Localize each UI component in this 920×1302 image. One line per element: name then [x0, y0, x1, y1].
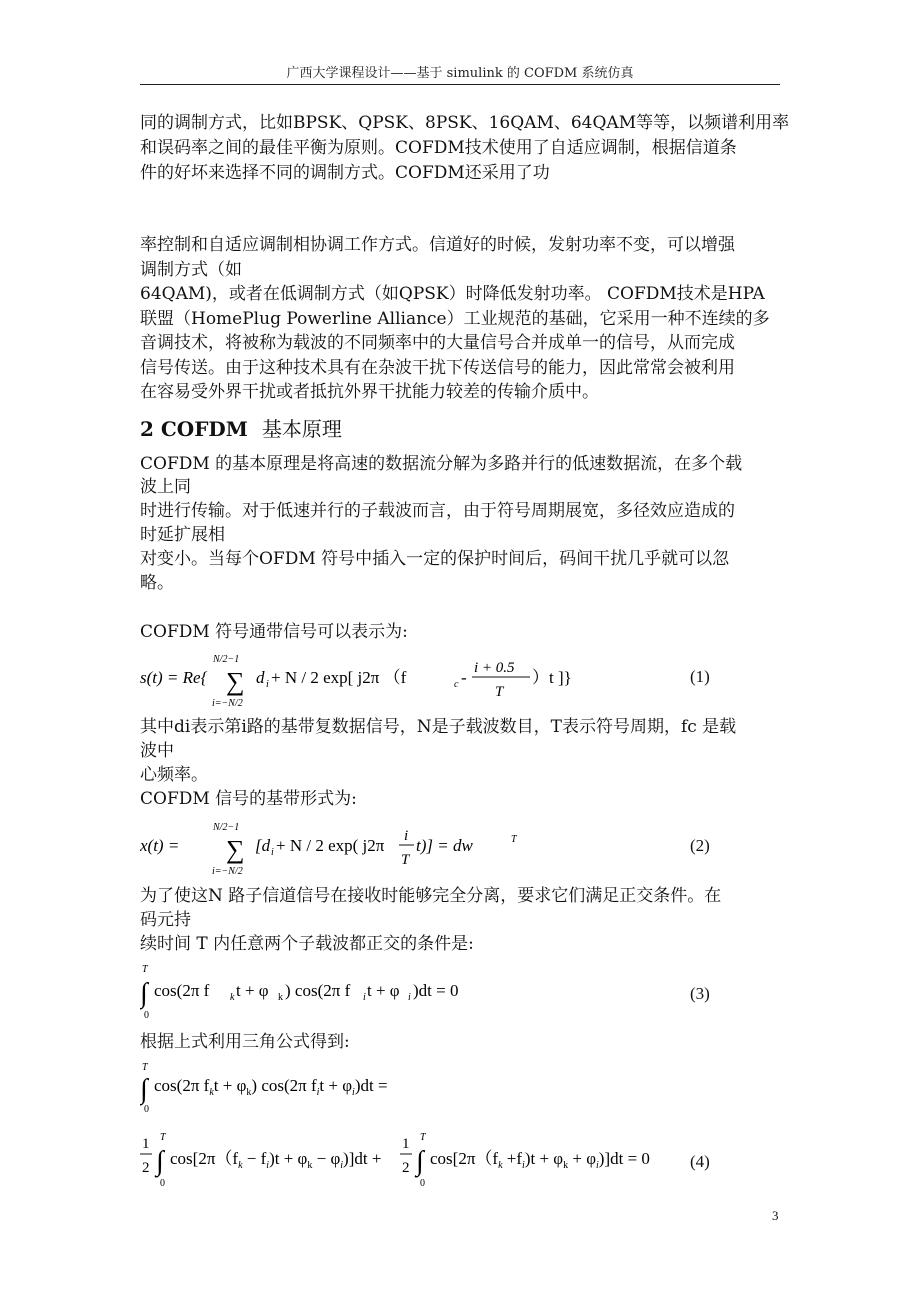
para3-line-6: 略。: [140, 573, 174, 593]
para5-line-2: 码元持: [140, 910, 191, 930]
eq3-integral: ∫: [140, 978, 148, 1009]
eq3-top: T: [142, 964, 148, 975]
eq2-sum-top: N/2−1: [213, 822, 240, 833]
eq3-number: (3): [690, 984, 710, 1003]
eq1-sub: i: [266, 679, 269, 690]
eq1-lhs: s(t) = Re{: [140, 668, 208, 687]
eq3-isub: i: [363, 992, 366, 1003]
eq1-sum-top: N/2−1: [213, 654, 240, 665]
eq2-sigma: ∑: [226, 835, 245, 864]
eq3-text: cos(2π f: [154, 981, 210, 1000]
para2-line-1: 率控制和自适应调制相协调工作方式。信道好的时候，发射功率不变，可以增强: [140, 235, 735, 255]
eq1-fsub: c: [454, 679, 459, 690]
para3-line-1: COFDM 的基本原理是将高速的数据流分解为多路并行的低速数据流，在多个载: [140, 454, 743, 474]
equation-4: [140, 1128, 680, 1190]
eq4-term1: $\cos[2\pi(f_k - f_i)t + \varphi_k - \varphi_i)]dt$ +: [170, 1149, 382, 1171]
equation-2: [140, 818, 680, 878]
eq4-top-2: T: [420, 1132, 426, 1143]
running-header: 广西大学课程设计——基于 simulink 的 COFDM 系统仿真: [286, 66, 634, 81]
eq1-intro: COFDM 符号通带信号可以表示为:: [140, 622, 408, 642]
section-number-title: 2 COFDM: [140, 417, 248, 441]
para2-line-7: 在容易受外界干扰或者抵抗外界干扰能力较差的传输介质中。: [140, 382, 599, 402]
eq4-term2: $\cos[2\pi(f_k +f_i)t + \varphi_k + \varphi_i)]dt = 0$: [430, 1149, 650, 1171]
para3-line-2: 波上同: [140, 477, 191, 497]
eq3-c: t + φ: [367, 981, 400, 1000]
eq4a-body: cos(2π $f_kt + \varphi_k$) cos(2π $f_it + \varphi_i)dt$ =: [154, 1076, 388, 1098]
eq3-k: k: [230, 992, 235, 1003]
equation-1: [140, 650, 700, 710]
eq1-frac-den: T: [495, 684, 504, 700]
eq2-sup: T: [511, 834, 517, 845]
eq3-d: )dt = 0: [413, 981, 459, 1000]
eq4-integral-1: ∫: [156, 1146, 164, 1177]
eq2-sub: i: [271, 847, 274, 858]
equation-3: [140, 960, 500, 1022]
eq2-number: (2): [690, 836, 710, 855]
eq4a-bottom: 0: [144, 1104, 149, 1115]
eq4-top-1: T: [160, 1132, 166, 1143]
para3-line-4: 时延扩展相: [140, 525, 225, 545]
eq2-lhs: x(t) =: [140, 836, 180, 855]
para2-line-4: 联盟（HomePlug Powerline Alliance）工业规范的基础，它采用一种不连续的多: [140, 309, 770, 329]
para1-line-2: 和误码率之间的最佳平衡为原则。COFDM技术使用了自适应调制，根据信道条: [140, 138, 737, 158]
eq2-body1: [d: [255, 836, 271, 855]
eq4a-top: T: [142, 1062, 148, 1073]
para1-line-3: 件的好坏来选择不同的调制方式。COFDM还采用了功: [140, 163, 550, 183]
eq4-bottom-2: 0: [420, 1178, 425, 1189]
para2-line-3: 64QAM)，或者在低调制方式（如QPSK）时降低发射功率。 COFDM技术是HPA: [140, 284, 765, 304]
para2-line-6: 信号传送。由于这种技术具有在杂波干扰下传送信号的能力，因此常常会被利用: [140, 358, 735, 378]
eq1-mid: + N / 2 exp[ j2π （f: [271, 668, 407, 687]
para2-line-5: 音调技术，将被称为载波的不同频率中的大量信号合并成单一的信号，从而完成: [140, 333, 735, 353]
section-heading: [140, 413, 342, 442]
eq2-sum-bottom: i=−N/2: [212, 866, 243, 877]
eq1-sum-bottom: i=−N/2: [212, 698, 243, 709]
eq1-body: d: [256, 668, 265, 687]
page-number: 3: [772, 1208, 779, 1223]
para5-line-3: 续时间 T 内任意两个子载波都正交的条件是:: [140, 934, 474, 954]
eq4-half-den-1: 2: [142, 1160, 150, 1176]
eq1-tail: ）t ]}: [532, 668, 572, 687]
eq2-frac-den: T: [401, 852, 410, 868]
eq2-intro: COFDM 信号的基带形式为:: [140, 789, 357, 809]
para3-line-3: 时进行传输。对于低速并行的子载波而言，由于符号周期展宽，多径效应造成的: [140, 501, 735, 521]
eq3-a: t + φ: [236, 981, 269, 1000]
para4-line-2: 波中: [140, 741, 174, 761]
section-title-cn: 基本原理: [261, 417, 342, 441]
equation-4a: [140, 1058, 440, 1118]
eq2-tail: t)] = dw: [416, 836, 473, 855]
eq4-half-num-1: 1: [142, 1136, 150, 1152]
eq4-half-num-2: 1: [402, 1136, 410, 1152]
eq1-frac-num: i + 0.5: [474, 660, 515, 676]
eq2-frac-num: i: [404, 828, 409, 844]
eq3-ksub: k: [278, 992, 283, 1003]
para1-line-1: 同的调制方式，比如BPSK、QPSK、8PSK、16QAM、64QAM等等，以频谱利用率: [140, 113, 790, 133]
eq1-sigma: ∑: [226, 667, 245, 696]
header-rule: [140, 84, 780, 85]
para2-line-2: 调制方式（如: [140, 260, 242, 280]
para5-line-1: 为了使这N 路子信道信号在接收时能够完全分离，要求它们满足正交条件。在: [140, 886, 722, 906]
eq3-bottom: 0: [144, 1010, 149, 1021]
eq4-intro: 根据上式利用三角公式得到:: [140, 1032, 350, 1052]
para4-line-1: 其中di表示第i路的基带复数据信号，N是子载波数目，T表示符号周期，fc 是载: [140, 717, 737, 737]
eq4-half-den-2: 2: [402, 1160, 410, 1176]
eq4-number: (4): [690, 1152, 710, 1171]
eq1-number: (1): [690, 667, 710, 686]
eq2-mid: + N / 2 exp( j2π: [276, 836, 385, 855]
eq1-minus: -: [461, 668, 467, 687]
para3-line-5: 对变小。当每个OFDM 符号中插入一定的保护时间后，码间干扰几乎就可以忽: [140, 549, 730, 569]
eq3-isub2: i: [408, 992, 411, 1003]
eq3-b: ) cos(2π f: [285, 981, 351, 1000]
eq4-integral-2: ∫: [416, 1146, 424, 1177]
eq4-bottom-1: 0: [160, 1178, 165, 1189]
eq4a-integral: ∫: [140, 1074, 148, 1105]
para4-line-3: 心频率。: [140, 765, 208, 785]
